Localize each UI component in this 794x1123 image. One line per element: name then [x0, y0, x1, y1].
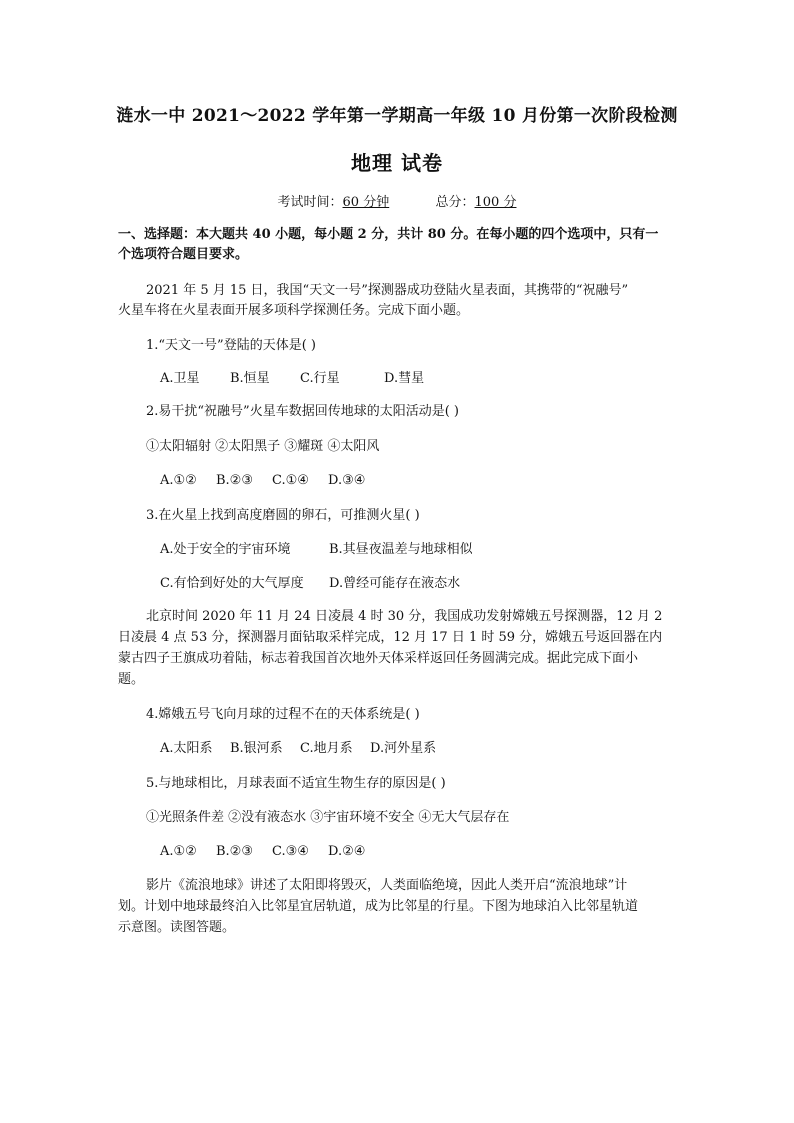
q1-option-b[interactable]: B.恒星: [230, 371, 270, 386]
passage3-line2: 划。计划中地球最终泊入比邻星宜居轨道，成为比邻星的行星。下图为地球泊入比邻星轨道: [118, 899, 639, 914]
q5-options: [160, 843, 720, 861]
q5-option-c[interactable]: C.③④: [272, 844, 309, 859]
q4-option-c[interactable]: C.地月系: [300, 741, 353, 756]
time-label: 考试时间：: [277, 195, 343, 210]
q2-option-c[interactable]: C.①④: [272, 473, 309, 488]
q2-stem: 2.易干扰“祝融号”火星车数据回传地球的太阳活动是( ): [146, 404, 459, 419]
q3-stem: 3.在火星上找到高度磨圆的卵石，可推测火星( ): [146, 508, 420, 523]
q1-option-a[interactable]: A.卫星: [160, 371, 200, 386]
exam-meta: [0, 191, 794, 210]
q4-option-b[interactable]: B.银河系: [230, 741, 283, 756]
q1-option-d[interactable]: D.彗星: [384, 371, 425, 386]
q3-option-d[interactable]: D.曾经可能存在液态水: [329, 576, 461, 591]
score-label: 总分：: [435, 195, 475, 210]
q2-option-d[interactable]: D.③④: [328, 473, 366, 488]
q3-options-row2: [160, 575, 720, 593]
passage3-line3: 示意图。读图答题。: [118, 920, 236, 935]
passage2-line4: 题。: [118, 672, 145, 687]
q4-option-d[interactable]: D.河外星系: [370, 741, 437, 756]
q4-options: [160, 740, 720, 758]
q5-items: ①光照条件差 ②没有液态水 ③宇宙环境不安全 ④无大气层存在: [146, 810, 510, 825]
exam-subject-title: 地理 试卷: [351, 151, 443, 175]
q5-option-a[interactable]: A.①②: [160, 844, 197, 859]
exam-title: 涟水一中 2021～2022 学年第一学期高一年级 10 月份第一次阶段检测: [116, 106, 678, 126]
q3-option-b[interactable]: B.其昼夜温差与地球相似: [329, 542, 473, 557]
q5-stem: 5.与地球相比，月球表面不适宜生物生存的原因是( ): [146, 776, 446, 791]
time-value: 60 分钟: [342, 195, 390, 210]
section1-intro-line1: 一、选择题：本大题共 40 小题，每小题 2 分，共计 80 分。在每小题的四个选项中，只有一: [118, 227, 659, 242]
q1-stem: 1.“天文一号”登陆的天体是( ): [146, 338, 316, 353]
q2-option-b[interactable]: B.②③: [216, 473, 253, 488]
q1-options: [160, 370, 720, 388]
q1-option-c[interactable]: C.行星: [300, 371, 340, 386]
passage2-line1: 北京时间 2020 年 11 月 24 日凌晨 4 时 30 分，我国成功发射嫦娥五号探测器，12 月 2: [146, 609, 663, 624]
passage3-line1: 影片《流浪地球》讲述了太阳即将毁灭，人类面临绝境，因此人类开启“流浪地球”计: [146, 878, 628, 893]
q4-option-a[interactable]: A.太阳系: [160, 741, 213, 756]
q2-options: [160, 472, 720, 490]
q3-option-c[interactable]: C.有恰到好处的大气厚度: [160, 576, 304, 591]
section1-intro-line2: 个选项符合题目要求。: [118, 247, 249, 262]
q5-option-d[interactable]: D.②④: [328, 844, 366, 859]
score-value: 100 分: [474, 195, 517, 210]
q3-options-row1: [160, 541, 720, 559]
passage2-line3: 蒙古四子王旗成功着陆，标志着我国首次地外天体采样返回任务圆满完成。据此完成下面小: [118, 651, 639, 666]
q2-option-a[interactable]: A.①②: [160, 473, 197, 488]
passage1-line2: 火星车将在火星表面开展多项科学探测任务。完成下面小题。: [118, 303, 470, 318]
q2-items: ①太阳辐射 ②太阳黑子 ③耀斑 ④太阳风: [146, 439, 380, 454]
passage1-line1: 2021 年 5 月 15 日，我国“天文一号”探测器成功登陆火星表面，其携带的“祝融号”: [146, 283, 629, 298]
q3-option-a[interactable]: A.处于安全的宇宙环境: [160, 542, 291, 557]
q4-stem: 4.嫦娥五号飞向月球的过程不在的天体系统是( ): [146, 707, 420, 722]
passage2-line2: 日凌晨 4 点 53 分，探测器月面钻取采样完成，12 月 17 日 1 时 59 分，嫦娥五号返回器在内: [118, 630, 663, 645]
q5-option-b[interactable]: B.②③: [216, 844, 253, 859]
